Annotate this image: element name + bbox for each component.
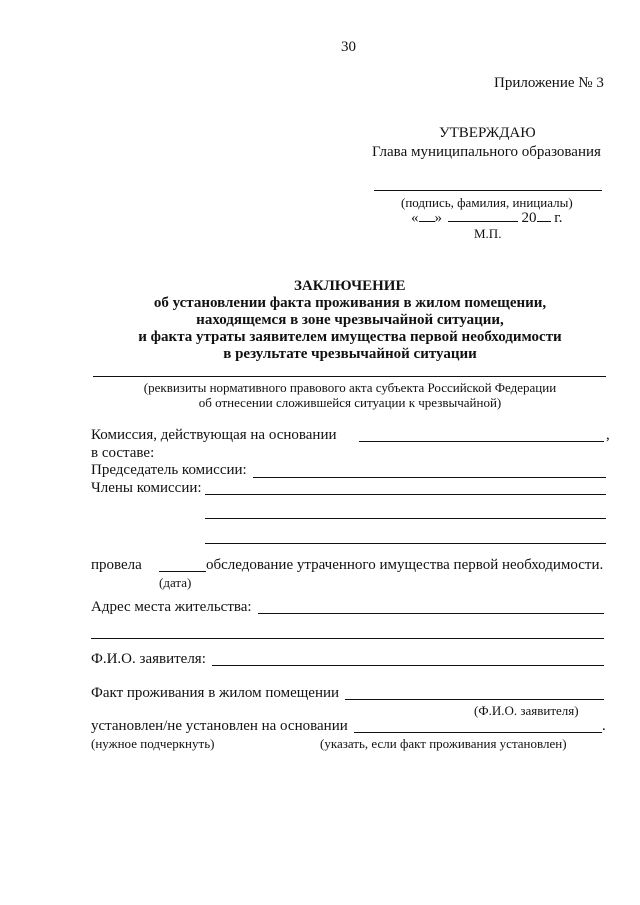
composition-label: в составе: [91, 445, 155, 461]
approval-title: УТВЕРЖДАЮ [439, 125, 536, 141]
conducted-label: провела [91, 557, 142, 573]
established-label: установлен/не установлен на основании [91, 718, 348, 734]
members-line-1[interactable] [205, 494, 606, 495]
established-line[interactable] [354, 732, 602, 733]
approval-date-row [411, 210, 562, 226]
address-line-1[interactable] [258, 613, 604, 614]
members-line-2[interactable] [205, 518, 606, 519]
members-line-3[interactable] [205, 543, 606, 544]
specify-caption: (указать, если факт проживания установлен) [320, 736, 567, 751]
established-end: . [602, 718, 606, 734]
appendix-label: Приложение № 3 [494, 75, 604, 91]
heading-line-2: находящемся в зоне чрезвычайной ситуации, [196, 312, 504, 328]
commission-label: Комиссия, действующая на основании [91, 427, 337, 443]
date-year-suffix: г. [554, 210, 563, 226]
heading-line-4: в результате чрезвычайной ситуации [223, 346, 477, 362]
residence-line[interactable] [345, 699, 604, 700]
date-year-field[interactable] [537, 210, 551, 222]
conducted-rest: обследование утраченного имущества первой необходимости. [206, 557, 604, 573]
applicant-line[interactable] [212, 665, 604, 666]
date-open-quote: « [411, 210, 419, 226]
residence-label: Факт проживания в жилом помещении [91, 685, 340, 701]
page-number: 30 [341, 39, 356, 55]
signature-caption: (подпись, фамилия, инициалы) [401, 195, 573, 210]
date-year-prefix: 20 [521, 210, 537, 226]
date-day-field[interactable] [419, 210, 435, 222]
address-label: Адрес места жительства: [91, 599, 252, 615]
approval-position: Глава муниципального образования [372, 144, 601, 160]
chairman-label: Председатель комиссии: [91, 462, 247, 478]
underline-caption: (нужное подчеркнуть) [91, 736, 215, 751]
commission-basis-line[interactable] [359, 441, 604, 442]
requisites-caption-1: (реквизиты нормативного правового акта субъекта Российской Федерации [143, 380, 557, 395]
seal-label: М.П. [474, 226, 502, 241]
heading-title: ЗАКЛЮЧЕНИЕ [294, 278, 406, 294]
applicant-label: Ф.И.О. заявителя: [91, 651, 206, 667]
applicant-caption: (Ф.И.О. заявителя) [474, 703, 579, 718]
date-close-quote: » [434, 210, 442, 226]
chairman-line[interactable] [253, 477, 606, 478]
signature-line[interactable] [374, 190, 602, 191]
date-caption: (дата) [159, 575, 192, 590]
commission-comma: , [606, 427, 610, 443]
requisites-line[interactable] [93, 376, 606, 377]
conducted-date-line[interactable] [159, 571, 206, 572]
heading-line-3: и факта утраты заявителем имущества первой необходимости [138, 329, 562, 345]
requisites-caption-2: об отнесении сложившейся ситуации к чрезвычайной) [198, 395, 502, 410]
address-line-2[interactable] [91, 638, 604, 639]
heading-line-1: об установлении факта проживания в жилом помещении, [153, 295, 547, 311]
date-month-field[interactable] [448, 210, 518, 222]
members-label: Члены комиссии: [91, 480, 202, 496]
